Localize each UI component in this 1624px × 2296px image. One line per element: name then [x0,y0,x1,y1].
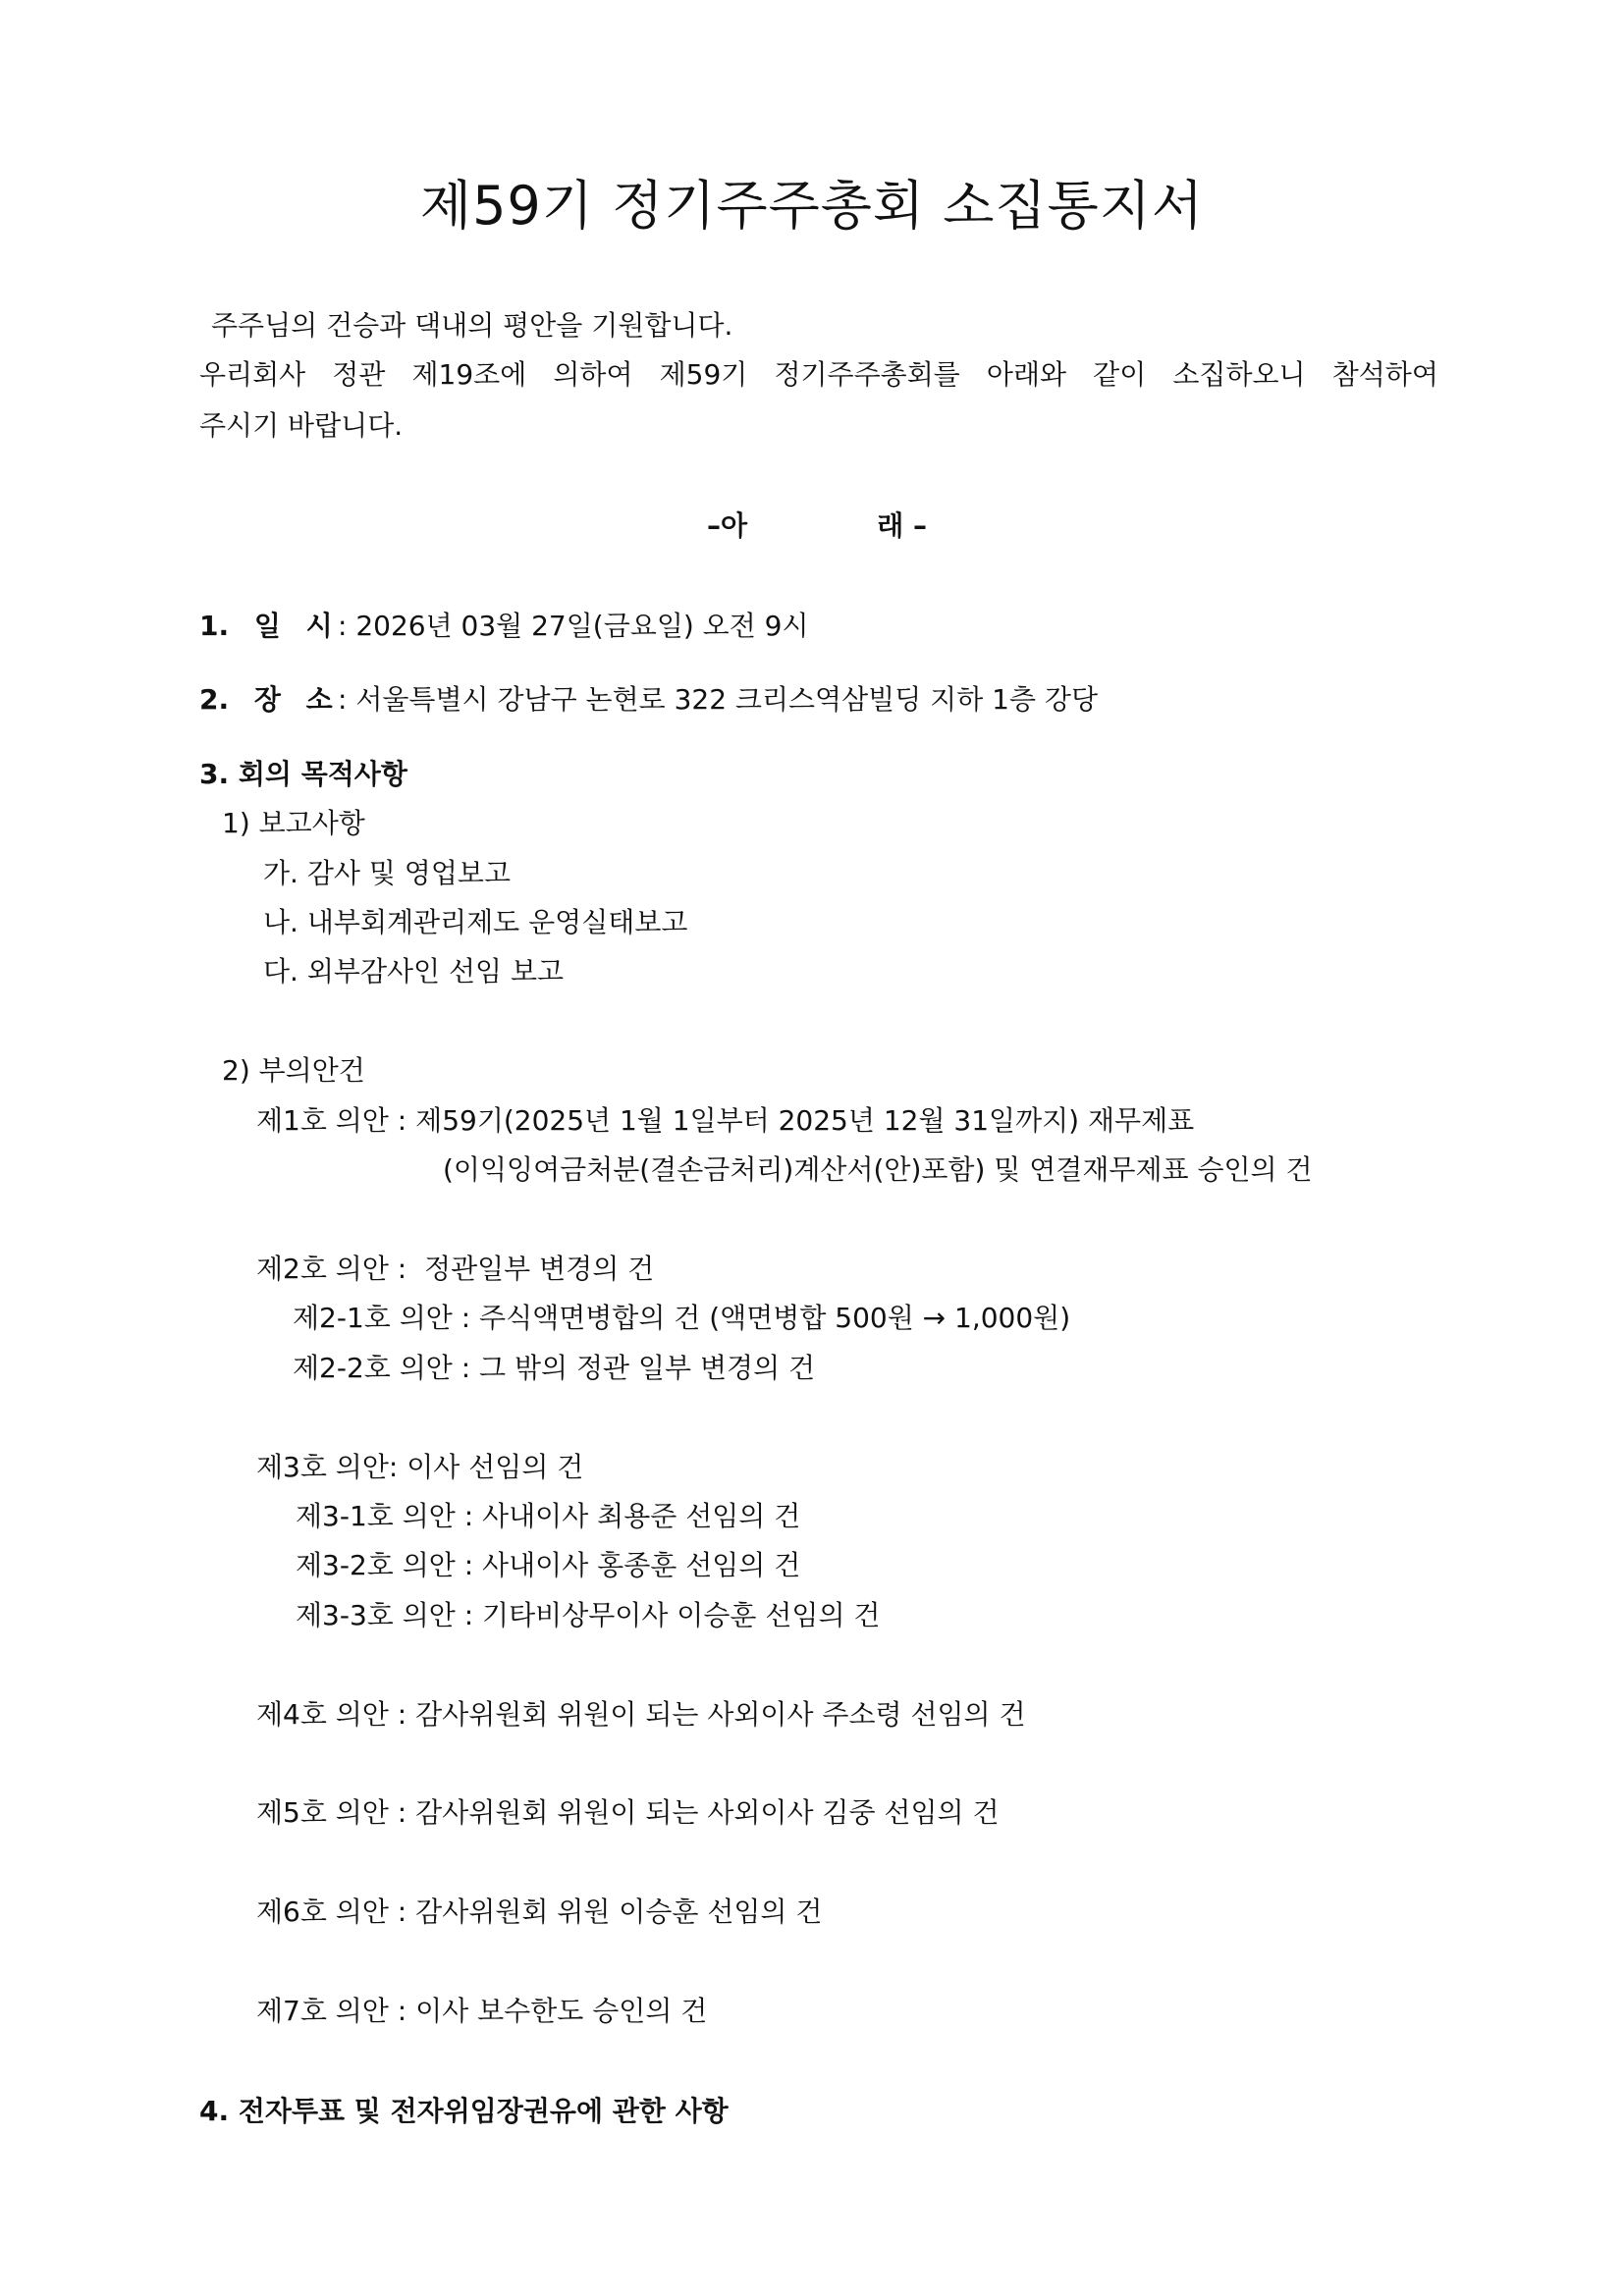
greeting-word: 제19조에 [411,358,527,391]
section-2-value: : 서울특별시 강남구 논현로 322 크리스역삼빌딩 지하 1층 강당 [338,683,1099,716]
agenda-item-1-line-1: 제1호 의안 : 제59기(2025년 1월 1일부터 2025년 12월 31일까지) 재무제표 [256,1104,1195,1137]
agenda-item-2-1: 제2-1호 의안 : 주식액면병합의 건 (액면병합 500원 → 1,000원) [293,1302,1071,1334]
greeting-line-3: 주시기 바랍니다. [199,409,404,442]
report-heading: 1) 보고사항 [222,807,365,839]
section-1-label: 1. 일 시 [199,610,333,642]
greeting-word: 제59기 [659,358,748,391]
greeting-word: 아래와 [986,358,1067,391]
section-2-label: 2. 장 소 [199,683,333,716]
greeting-word: 정기주주총회를 [774,358,960,391]
agenda-item-2: 제2호 의안 : 정관일부 변경의 건 [256,1253,655,1285]
document-title: 제59기 정기주주총회 소집통지서 [419,175,1205,237]
agenda-item-1-line-2: (이익잉여금처분(결손금처리)계산서(안)포함) 및 연결재무제표 승인의 건 [443,1153,1313,1186]
greeting-word: 우리회사 [199,358,306,391]
agenda-item-7: 제7호 의안 : 이사 보수한도 승인의 건 [256,1995,708,2027]
agenda-heading: 2) 부의안건 [222,1054,365,1087]
report-item: 다. 외부감사인 선임 보고 [263,955,565,988]
agenda-item-2-2: 제2-2호 의안 : 그 밖의 정관 일부 변경의 건 [293,1352,816,1384]
agenda-item-3-3: 제3-3호 의안 : 기타비상무이사 이승훈 선임의 건 [296,1599,881,1631]
agenda-item-4: 제4호 의안 : 감사위원회 위원이 되는 사외이사 주소령 선임의 건 [256,1698,1026,1731]
greeting-word: 참석하여 [1331,358,1438,391]
section-3-heading: 3. 회의 목적사항 [199,758,407,790]
agenda-item-3-1: 제3-1호 의안 : 사내이사 최용준 선임의 건 [296,1500,801,1532]
section-1-value: : 2026년 03월 27일(금요일) 오전 9시 [338,610,809,642]
agenda-item-3-2: 제3-2호 의안 : 사내이사 홍종훈 선임의 건 [296,1549,801,1581]
report-item: 나. 내부회계관리제도 운영실태보고 [263,906,688,938]
greeting-word: 정관 [332,358,386,391]
greeting-word: 의하여 [553,358,633,391]
greeting-word: 같이 [1093,358,1147,391]
agenda-item-6: 제6호 의안 : 감사위원회 위원 이승훈 선임의 건 [256,1896,823,1928]
below-note-right: 래 – [877,509,927,542]
greeting-line-1: 주주님의 건승과 댁내의 평안을 기원합니다. [211,309,733,342]
agenda-item-5: 제5호 의안 : 감사위원회 위원이 되는 사외이사 김중 선임의 건 [256,1796,1000,1829]
agenda-item-3: 제3호 의안: 이사 선임의 건 [256,1451,584,1483]
below-note-left: –아 [707,509,748,542]
greeting-line-2 [199,358,1438,391]
below-note-heading [707,509,927,542]
section-4-heading: 4. 전자투표 및 전자위임장권유에 관한 사항 [199,2095,729,2127]
greeting-word: 소집하오니 [1172,358,1306,391]
report-item: 가. 감사 및 영업보고 [263,857,511,889]
